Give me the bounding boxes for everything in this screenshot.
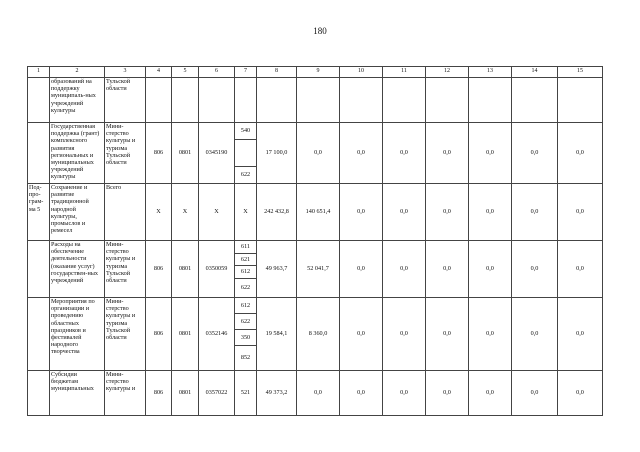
target-code-cell: 0345190 (199, 123, 235, 184)
amount-cell: 19 584,1 (257, 298, 297, 371)
column-number: 13 (469, 67, 512, 78)
amount-cell: 0,0 (383, 123, 426, 184)
column-number-row (28, 67, 603, 78)
amount-cell: 52 041,7 (297, 241, 340, 298)
responsible-cell: Мини-стерство культуры и туризма Тульской области (105, 123, 146, 184)
table-row (28, 241, 603, 298)
responsible-cell: Тульской области (105, 78, 146, 123)
amount-cell: 0,0 (558, 371, 603, 416)
expense-type-cell (235, 78, 257, 123)
item-name-cell: образований на поддержку муниципаль-ных учреждений культуры (50, 78, 105, 123)
program-label-cell (28, 241, 50, 298)
item-name-cell: Расходы на обеспечение деятельности (оказание услуг) государствен-ных учреждений (50, 241, 105, 298)
expense-type-code: 852 (240, 354, 251, 362)
program-label-cell: Под-про-грам-ма 5 (28, 184, 50, 241)
amount-cell: 0,0 (426, 298, 469, 371)
amount-cell (340, 78, 383, 123)
column-number: 9 (297, 67, 340, 78)
expense-type-code: 622 (235, 314, 256, 330)
column-number: 2 (50, 67, 105, 78)
target-code-cell: 0350059 (199, 241, 235, 298)
table-row (28, 184, 603, 241)
column-number: 4 (146, 67, 172, 78)
amount-cell: 0,0 (383, 298, 426, 371)
amount-cell: 0,0 (512, 184, 558, 241)
target-code-cell: 0352146 (199, 298, 235, 371)
expense-type-code: 611 (235, 241, 256, 254)
table-row (28, 298, 603, 371)
amount-cell: 0,0 (383, 184, 426, 241)
program-label-cell (28, 371, 50, 416)
column-number: 15 (558, 67, 603, 78)
amount-cell (512, 78, 558, 123)
section-code-cell: 0801 (172, 241, 199, 298)
grbs-code-cell: 806 (146, 123, 172, 184)
amount-cell: 0,0 (469, 184, 512, 241)
table-row (28, 371, 603, 416)
section-code-cell: 0801 (172, 123, 199, 184)
target-code-cell (199, 78, 235, 123)
item-name-cell: Государственная поддержка (грант) комплексного развития региональных и муниципальных учреждений культуры (50, 123, 105, 184)
amount-cell: 49 373,2 (257, 371, 297, 416)
grbs-code-cell: 806 (146, 241, 172, 298)
amount-cell (469, 78, 512, 123)
expense-type-cell (235, 123, 257, 184)
amount-cell: 0,0 (469, 371, 512, 416)
amount-cell (383, 78, 426, 123)
table-row (28, 78, 603, 123)
amount-cell: 0,0 (469, 298, 512, 371)
amount-cell: 242 432,8 (257, 184, 297, 241)
expense-type-code: 540 (235, 123, 256, 140)
amount-cell: 0,0 (426, 123, 469, 184)
amount-cell: 0,0 (340, 123, 383, 184)
program-label-cell (28, 298, 50, 371)
expense-type-code: 612 (235, 266, 256, 279)
target-code-cell: Х (199, 184, 235, 241)
section-code-cell: 0801 (172, 371, 199, 416)
expense-type-code: 350 (235, 330, 256, 346)
amount-cell: 8 360,0 (297, 298, 340, 371)
program-label-cell (28, 78, 50, 123)
column-number: 6 (199, 67, 235, 78)
amount-cell: 17 100,0 (257, 123, 297, 184)
amount-cell: 0,0 (383, 371, 426, 416)
expense-type-cell (235, 298, 257, 371)
column-number: 3 (105, 67, 146, 78)
amount-cell: 0,0 (340, 298, 383, 371)
expense-type-code: 612 (235, 298, 256, 314)
grbs-code-cell: 806 (146, 298, 172, 371)
column-number: 8 (257, 67, 297, 78)
column-number: 7 (235, 67, 257, 78)
amount-cell (257, 78, 297, 123)
item-name-cell: Субсидии бюджетам муниципальных (50, 371, 105, 416)
budget-table (27, 66, 603, 416)
responsible-cell: Мини-стерство культуры и туризма Тульской области (105, 241, 146, 298)
column-number: 14 (512, 67, 558, 78)
section-code-cell: 0801 (172, 298, 199, 371)
amount-cell: 140 651,4 (297, 184, 340, 241)
expense-type-cell (235, 371, 257, 416)
expense-type-code: Х (243, 208, 248, 216)
responsible-cell: Мини-стерство культуры и (105, 371, 146, 416)
grbs-code-cell: Х (146, 184, 172, 241)
table-row (28, 123, 603, 184)
expense-type-code: 621 (235, 254, 256, 267)
grbs-code-cell: 806 (146, 371, 172, 416)
expense-type-code: 521 (240, 389, 251, 397)
amount-cell: 0,0 (426, 371, 469, 416)
expense-type-code: 622 (240, 284, 251, 292)
amount-cell: 0,0 (512, 371, 558, 416)
column-number: 12 (426, 67, 469, 78)
amount-cell: 0,0 (426, 241, 469, 298)
amount-cell: 0,0 (512, 123, 558, 184)
amount-cell: 0,0 (426, 184, 469, 241)
amount-cell: 0,0 (512, 298, 558, 371)
expense-type-cell (235, 241, 257, 298)
amount-cell: 0,0 (340, 371, 383, 416)
amount-cell (558, 78, 603, 123)
column-number: 1 (28, 67, 50, 78)
amount-cell: 0,0 (558, 184, 603, 241)
amount-cell: 0,0 (383, 241, 426, 298)
section-code-cell: Х (172, 184, 199, 241)
amount-cell: 0,0 (469, 123, 512, 184)
amount-cell: 0,0 (297, 123, 340, 184)
grbs-code-cell (146, 78, 172, 123)
amount-cell: 0,0 (340, 241, 383, 298)
amount-cell: 0,0 (297, 371, 340, 416)
item-name-cell: Мероприятия по организации и проведению областных праздников и фестивалей народного творчества (50, 298, 105, 371)
amount-cell: 49 963,7 (257, 241, 297, 298)
column-number: 10 (340, 67, 383, 78)
responsible-cell: Всего (105, 184, 146, 241)
item-name-cell: Сохранение и развитие традиционной народной культуры, промыслов и ремесел (50, 184, 105, 241)
program-label-cell (28, 123, 50, 184)
amount-cell: 0,0 (512, 241, 558, 298)
expense-type-cell (235, 184, 257, 241)
amount-cell (426, 78, 469, 123)
responsible-cell: Мини-стерство культуры и туризма Тульской области (105, 298, 146, 371)
amount-cell (297, 78, 340, 123)
amount-cell: 0,0 (558, 298, 603, 371)
amount-cell: 0,0 (558, 241, 603, 298)
target-code-cell: 0357022 (199, 371, 235, 416)
column-number: 5 (172, 67, 199, 78)
page-number: 180 (313, 26, 327, 36)
amount-cell: 0,0 (469, 241, 512, 298)
column-number: 11 (383, 67, 426, 78)
amount-cell: 0,0 (340, 184, 383, 241)
amount-cell: 0,0 (558, 123, 603, 184)
expense-type-code: 622 (240, 171, 251, 179)
section-code-cell (172, 78, 199, 123)
